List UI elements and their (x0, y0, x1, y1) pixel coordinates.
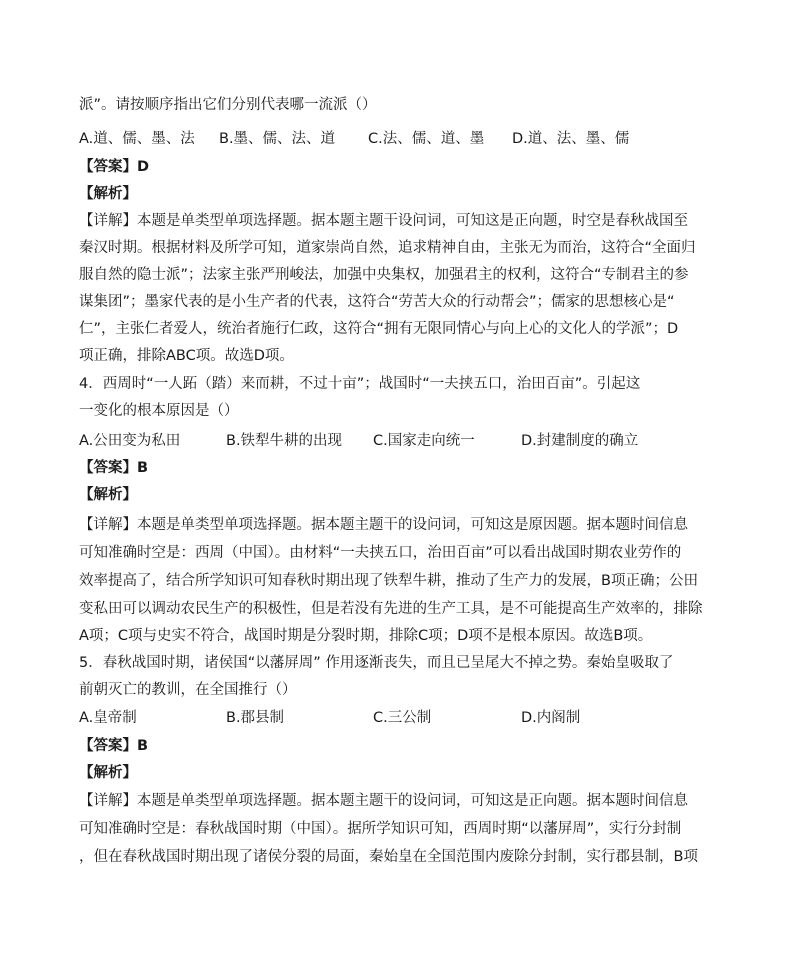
detail-line: A项；C项与史实不符合，战国时期是分裂时期，排除C项；D项不是根本原因。故选B项。 (79, 628, 653, 644)
answer-value: B (137, 460, 149, 476)
answer-line (79, 157, 149, 177)
detail-line: 变私田可以调动农民生产的积极性，但是若没有先进的生产工具，是不可能提高生产效率的，排除 (79, 601, 703, 617)
analysis-label: 【解析】 (79, 487, 137, 503)
detail-line: 可知准确时空是：春秋战国时期（中国）。据所学知识可知，西周时期“以藩屏周”，实行分封制 (79, 821, 682, 837)
question-5-stem: 5．春秋战国时期，诸侯国“以藩屏周” 作用逐渐丧失，而且已呈尾大不掉之势。秦始皇吸取了 (79, 655, 674, 671)
detail-line: 可知准确时空是：西周（中国）。由材料“一夫挟五口，治田百亩”可以看出战国时期农业劳作的 (79, 545, 682, 561)
detail-line: 项正确，排除ABC项。故选D项。 (79, 348, 294, 364)
detail-line: 服自然的隐士派”；法家主张严刑峻法，加强中央集权，加强君主的权利，这符合“专制君主的参 (79, 267, 689, 283)
answer-line (79, 458, 148, 478)
answer-value: B (137, 738, 149, 754)
answer-value: D (137, 159, 150, 175)
question-stem-tail: 派”。请按顺序指出它们分别代表哪一流派（） (79, 97, 377, 113)
detail-line: 秦汉时期。根据材料及所学可知，道家崇尚自然，追求精神自由，主张无为而治，这符合“全面归 (79, 240, 696, 256)
option-b: B.铁犁牛耕的出现 (226, 433, 343, 449)
option-d: D.内阁制 (521, 710, 581, 726)
question-5-stem: 前朝灭亡的教训，在全国推行（） (79, 682, 297, 698)
detail-line: 效率提高了，结合所学知识可知春秋时期出现了铁犁牛耕，推动了生产力的发展，B项正确；公田 (79, 573, 698, 589)
analysis-label: 【解析】 (79, 186, 137, 202)
question-4-stem: 一变化的根本原因是（） (79, 403, 239, 419)
question-4-stem: 4．西周时“一人跖（踏）来而耕，不过十亩”；战国时“一夫挟五口，治田百亩”。引起这 (79, 376, 641, 392)
option-c: C.国家走向统一 (373, 433, 475, 449)
option-a: A.皇帝制 (79, 710, 137, 726)
detail-line: 仁”，主张仁者爱人，统治者施行仁政，这符合“拥有无限同情心与向上心的文化人的学派”；D (79, 321, 679, 337)
answer-label: 【答案】 (79, 738, 137, 754)
analysis-label: 【解析】 (79, 765, 137, 781)
detail-line: 【详解】本题是单类型单项选择题。据本题主题干的设问词，可知这是正向题。据本题时间信息 (79, 793, 688, 809)
answer-label: 【答案】 (79, 159, 137, 175)
option-b: B.郡县制 (226, 710, 285, 726)
option-d: D.道、法、墨、儒 (512, 131, 630, 147)
detail-line: 【详解】本题是单类型单项选择题。据本题主题干设问词，可知这是正向题，时空是春秋战国至 (79, 213, 688, 229)
option-d: D.封建制度的确立 (521, 433, 639, 449)
option-a: A.公田变为私田 (79, 433, 181, 449)
detail-line: 【详解】本题是单类型单项选择题。据本题主题干的设问词，可知这是原因题。据本题时间信息 (79, 517, 688, 533)
answer-label: 【答案】 (79, 460, 137, 476)
option-c: C.法、儒、道、墨 (368, 131, 485, 147)
option-b: B.墨、儒、法、道 (219, 131, 336, 147)
detail-line: 谋集团”；墨家代表的是小生产者的代表，这符合“劳苦大众的行动帮会”；儒家的思想核心是“ (79, 294, 675, 310)
option-c: C.三公制 (373, 710, 432, 726)
detail-line: ，但在春秋战国时期出现了诸侯分裂的局面，秦始皇在全国范围内废除分封制，实行郡县制，B项 (79, 849, 698, 865)
option-a: A.道、儒、墨、法 (79, 131, 195, 147)
answer-line (79, 736, 148, 756)
